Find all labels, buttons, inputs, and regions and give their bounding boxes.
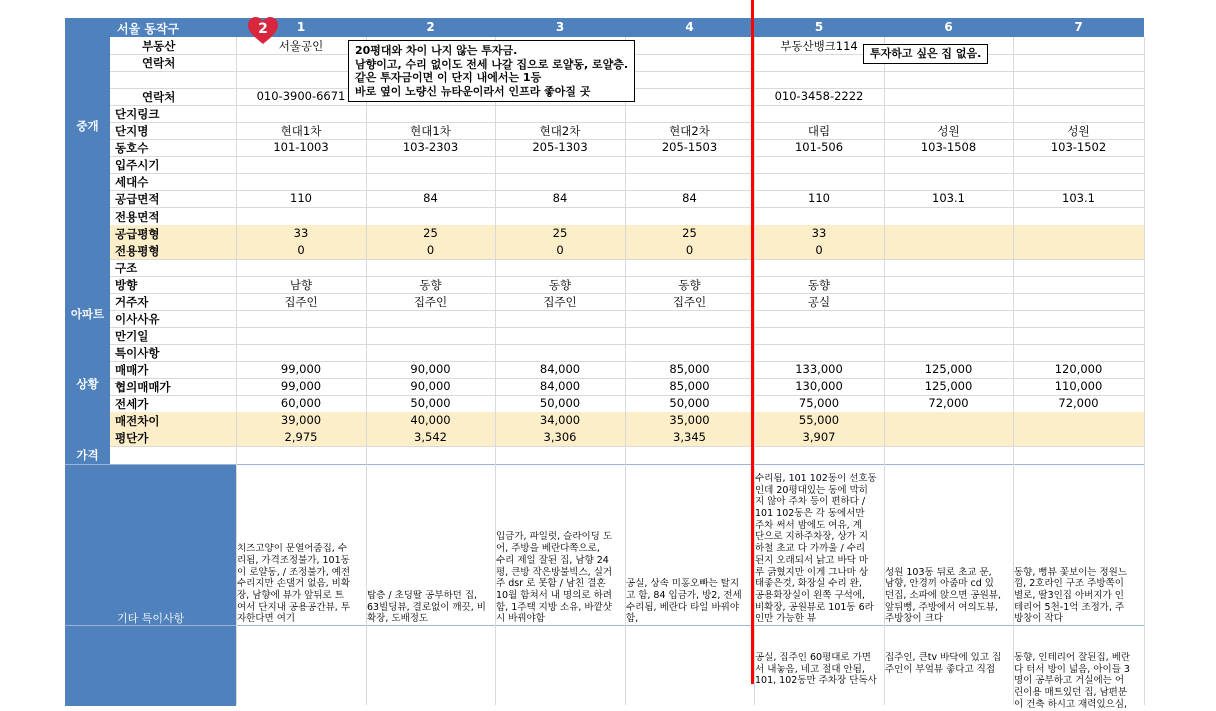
column-header-bar bbox=[65, 18, 1144, 37]
table-row[interactable] bbox=[110, 139, 1144, 157]
row-label: 연락처 bbox=[142, 56, 176, 71]
row-label: 부동산 bbox=[142, 39, 176, 53]
table-row[interactable] bbox=[110, 293, 1144, 311]
notes-row bbox=[65, 464, 1144, 626]
table-cell[interactable]: 현대1차 bbox=[280, 124, 322, 139]
row-label: 협의매매가 bbox=[115, 380, 171, 394]
table-cell[interactable]: 103.1 bbox=[932, 191, 965, 206]
row-label: 전용면적 bbox=[115, 209, 160, 224]
table-cell[interactable]: 집주인 bbox=[413, 294, 448, 309]
grid-line bbox=[754, 37, 755, 705]
table-cell[interactable]: 대림 bbox=[807, 124, 831, 139]
notes-row-2 bbox=[65, 625, 1144, 710]
column-header-5[interactable]: 5 bbox=[814, 20, 824, 34]
table-cell[interactable]: 120,000 bbox=[1054, 361, 1103, 376]
table-row[interactable] bbox=[110, 225, 1144, 243]
grid-line bbox=[1013, 37, 1014, 705]
table-cell[interactable]: 35,000 bbox=[669, 413, 710, 428]
table-cell[interactable]: 55,000 bbox=[798, 413, 840, 428]
table-cell[interactable]: 130,000 bbox=[795, 379, 843, 393]
table-row[interactable] bbox=[110, 190, 1144, 208]
table-cell[interactable]: 동향 bbox=[419, 277, 442, 292]
note-cell[interactable]: 입금가, 파일럿, 슬라이딩 도 어, 주방을 베란다쪽으로, 수리 제일 잘된 집, 남향 24 평, 큰방 작은방불빅스, 실거 주 dsr 로 못함 / 남친 결혼 10월 함쳐서 내 명의로 하려 함, 1주택 지방 소유, 바깥샷 시 바꿔야함 bbox=[496, 531, 613, 625]
notes2-label-cell bbox=[65, 626, 236, 706]
table-cell[interactable]: 85,000 bbox=[669, 361, 710, 376]
table-cell[interactable]: 0 bbox=[685, 242, 694, 257]
table-cell[interactable]: 서울공인 bbox=[278, 39, 324, 53]
table-cell[interactable]: 205-1503 bbox=[661, 140, 718, 155]
table-cell[interactable]: 집주인 bbox=[543, 294, 577, 309]
table-cell[interactable]: 103.1 bbox=[1062, 191, 1095, 206]
table-row[interactable] bbox=[110, 429, 1144, 447]
row-label: 거주자 bbox=[115, 294, 149, 309]
table-cell[interactable]: 125,000 bbox=[924, 361, 973, 376]
table-cell[interactable]: 부동산뱅크114 bbox=[780, 39, 858, 53]
table-cell[interactable]: 0 bbox=[297, 242, 305, 257]
region-title[interactable]: 서울 동작구 bbox=[117, 22, 180, 36]
table-cell[interactable]: 50,000 bbox=[669, 396, 710, 411]
table-row[interactable] bbox=[110, 173, 1144, 191]
table-cell[interactable]: 110,000 bbox=[1054, 379, 1103, 393]
table-cell[interactable]: 103-2303 bbox=[402, 140, 459, 155]
table-cell[interactable]: 84,000 bbox=[539, 379, 581, 393]
table-cell[interactable]: 집주인 bbox=[284, 294, 318, 309]
table-row[interactable] bbox=[110, 208, 1144, 226]
table-row[interactable] bbox=[110, 412, 1144, 430]
table-row[interactable] bbox=[110, 122, 1144, 140]
table-row[interactable] bbox=[110, 361, 1144, 379]
row-label: 단지링크 bbox=[115, 107, 160, 122]
table-cell[interactable]: 현대2차 bbox=[539, 124, 581, 139]
group-label-price: 가격 bbox=[76, 448, 99, 462]
table-cell[interactable]: 동향 bbox=[548, 277, 572, 292]
group-column bbox=[65, 37, 110, 464]
note-cell[interactable]: 집주인, 큰tv 바닥에 있고 집 주인이 부엌뷰 좋다고 직접 bbox=[885, 652, 1002, 675]
table-cell[interactable]: 101-1003 bbox=[273, 140, 329, 155]
table-cell[interactable]: 3,345 bbox=[673, 430, 706, 445]
table-row[interactable] bbox=[110, 259, 1144, 277]
table-cell[interactable]: 84 bbox=[423, 191, 438, 206]
table-row[interactable] bbox=[110, 310, 1144, 328]
table-cell[interactable]: 33 bbox=[293, 225, 309, 240]
table-cell[interactable]: 99,000 bbox=[280, 379, 322, 393]
table-cell[interactable]: 0 bbox=[815, 242, 823, 257]
table-cell[interactable]: 25 bbox=[552, 225, 568, 240]
table-cell[interactable]: 110 bbox=[290, 191, 312, 206]
table-row[interactable] bbox=[110, 156, 1144, 174]
table-cell[interactable]: 103-1502 bbox=[1050, 140, 1107, 155]
grid-line bbox=[1144, 37, 1145, 705]
table-cell[interactable]: 010-3458-2222 bbox=[774, 89, 864, 104]
table-row[interactable] bbox=[110, 344, 1144, 362]
column-header-1[interactable]: 1 bbox=[296, 20, 306, 34]
memo-box-investment[interactable]: 20평대와 차이 나지 않는 투자금. 남향이고, 수리 없이도 전세 나갈 집으로 로얄동, 로얄층. 같은 투자금이면 이 단지 내에서는 1등 바로 옆이 노량신 뉴타운이라서 인프라 좋아질 곳 bbox=[348, 40, 635, 102]
table-cell[interactable]: 3,907 bbox=[802, 430, 836, 445]
table-row[interactable] bbox=[110, 105, 1144, 123]
table-cell[interactable]: 0 bbox=[426, 242, 435, 257]
table-cell[interactable]: 60,000 bbox=[280, 396, 322, 411]
table-cell[interactable]: 72,000 bbox=[928, 396, 969, 411]
table-cell[interactable]: 남향 bbox=[289, 277, 313, 292]
table-cell[interactable]: 010-3900-6671 bbox=[256, 89, 346, 104]
row-label: 입주시기 bbox=[115, 158, 160, 173]
table-cell[interactable]: 101-506 bbox=[794, 140, 844, 155]
table-cell[interactable]: 75,000 bbox=[798, 396, 840, 411]
row-label: 공급면적 bbox=[115, 192, 160, 207]
table-cell[interactable]: 3,542 bbox=[414, 430, 447, 445]
grid-line bbox=[625, 37, 626, 705]
table-cell[interactable]: 50,000 bbox=[539, 396, 581, 411]
table-cell[interactable]: 99,000 bbox=[280, 361, 322, 376]
table-cell[interactable]: 125,000 bbox=[924, 379, 973, 393]
table-row[interactable] bbox=[110, 242, 1144, 260]
column-header-3[interactable]: 3 bbox=[555, 20, 565, 34]
note-cell[interactable]: 성원 103동 뒤로 초교 문, 남향, 안경끼 아줌마 cd 있 던집, 소파에 앉으면 공원뷰, 앞뒤뻥, 주방에서 여의도뷰, 주방창이 크다 bbox=[885, 566, 1002, 625]
grid-line bbox=[495, 37, 496, 705]
note-cell[interactable]: 동향, 뻥뷰 꽃보이는 정원느 낌, 2호라인 구조 주방쪽이 별로, 딸3인집 아버지가 인 테리어 5천-1억 조정가, 주 방창이 작다 bbox=[1014, 566, 1128, 625]
row-label: 구조 bbox=[115, 260, 138, 275]
row-label: 특이사항 bbox=[115, 345, 160, 360]
table-row[interactable] bbox=[110, 327, 1144, 345]
row-label: 만기일 bbox=[115, 328, 149, 343]
row-label: 단지명 bbox=[115, 124, 149, 139]
note-cell[interactable]: 공실, 집주인 60평대로 가면 서 내놓음, 네고 절대 안됨, 101, 102동만 주차장 단독사 bbox=[755, 652, 877, 687]
table-cell[interactable]: 39,000 bbox=[280, 413, 322, 428]
table-cell[interactable]: 공실 bbox=[807, 294, 831, 309]
table-cell[interactable]: 85,000 bbox=[669, 379, 710, 393]
table-cell[interactable]: 3,306 bbox=[543, 430, 577, 445]
table-cell[interactable]: 90,000 bbox=[410, 361, 451, 376]
table-cell[interactable]: 현대1차 bbox=[410, 124, 451, 139]
table-cell[interactable]: 110 bbox=[808, 191, 830, 206]
row-label: 세대수 bbox=[115, 175, 149, 190]
table-cell[interactable]: 72,000 bbox=[1058, 396, 1099, 411]
row-label: 평단가 bbox=[115, 431, 149, 446]
table-cell[interactable]: 집주인 bbox=[672, 294, 707, 309]
grid-line bbox=[236, 37, 237, 705]
memo-box-none[interactable]: 투자하고 싶은 집 없음. bbox=[863, 44, 988, 64]
row-label: 동호수 bbox=[115, 141, 149, 156]
group-label-status: 상황 bbox=[76, 377, 99, 391]
badge-number: 2 bbox=[258, 21, 268, 37]
column-header-6[interactable]: 6 bbox=[944, 20, 953, 34]
row-label: 전세가 bbox=[115, 397, 149, 412]
table-cell[interactable]: 133,000 bbox=[795, 361, 843, 376]
column-header-7[interactable]: 7 bbox=[1074, 20, 1083, 34]
table-cell[interactable]: 40,000 bbox=[410, 413, 451, 428]
note-cell[interactable]: 수리됨, 101 102동이 선호동 인데 20평대있는 동에 막히 지 않아 주차 등이 편하다 / 101 102동은 각 동에서만 주차 써서 밤에도 여유, 계 단으로 지하주차장, 상가 지 하철 초교 다 가까울 / 수리 된지 오래되서 낡고 바닥 마 루 긁혔지만 이게 그나마 상 태좋은것, 화장실 수리 완, 공용화장실이 왼쪽 구석에, 비확장, 공원뷰로 101동 6라 인만 가능한 뷰 bbox=[755, 472, 877, 625]
row-label: 공급평형 bbox=[115, 226, 160, 241]
note-cell[interactable]: 치즈고양이 문열어줌집, 수 리됨, 가격조정불가, 101동 이 로얄동, / 조정불가, 예전 수리지만 손댈거 없음, 비확 장, 남향에 뷰가 앞뒤로 트 여서 단지내 공용공간뷰, 투 자한다면 여기 bbox=[237, 543, 351, 625]
heart-badge bbox=[247, 17, 279, 45]
row-label: 이사사유 bbox=[115, 311, 160, 326]
table-cell[interactable]: 33 bbox=[811, 225, 827, 240]
group-label-apartment: 아파트 bbox=[70, 307, 105, 321]
row-label: 매매가 bbox=[115, 362, 149, 377]
table-cell[interactable]: 205-1303 bbox=[532, 140, 588, 155]
table-cell[interactable]: 동향 bbox=[678, 277, 701, 292]
row-label: 연락처 bbox=[142, 90, 176, 105]
table-cell[interactable]: 성원 bbox=[937, 124, 960, 139]
red-divider-line bbox=[751, 0, 754, 684]
table-cell[interactable]: 84 bbox=[552, 191, 568, 206]
table-cell[interactable]: 현대2차 bbox=[669, 124, 710, 139]
note-cell[interactable]: 탑층 / 초딩딸 공부하던 집, 63빌딩뷰, 결로없이 깨끗, 비 확장, 도배정도 bbox=[367, 589, 486, 625]
table-cell[interactable]: 84 bbox=[682, 191, 697, 206]
row-label: 매전차이 bbox=[115, 414, 160, 429]
table-row[interactable] bbox=[110, 378, 1144, 396]
group-label-brokerage: 중개 bbox=[76, 119, 99, 133]
table-cell[interactable]: 50,000 bbox=[410, 396, 451, 411]
row-label: 방향 bbox=[115, 277, 138, 292]
table-cell[interactable]: 동향 bbox=[807, 277, 831, 292]
note-cell[interactable]: 동향, 인테리어 잘된집, 베란 다 터서 방이 넓음, 아이들 3 명이 공부하고 거실에는 어 린이용 매트있던 집, 남편분 이 건축 하시고 재력있으심, bbox=[1014, 652, 1131, 710]
table-cell[interactable]: 25 bbox=[423, 225, 438, 240]
table-row[interactable] bbox=[110, 395, 1144, 413]
table-cell[interactable]: 103-1508 bbox=[920, 140, 977, 155]
row-label: 전용평형 bbox=[115, 243, 160, 258]
table-cell[interactable]: 2,975 bbox=[284, 430, 318, 445]
table-cell[interactable]: 84,000 bbox=[539, 361, 581, 376]
notes-label: 기타 특이사항 bbox=[117, 612, 185, 625]
table-cell[interactable]: 34,000 bbox=[539, 413, 581, 428]
table-row[interactable] bbox=[110, 276, 1144, 294]
table-cell[interactable]: 0 bbox=[556, 242, 564, 257]
table-cell[interactable]: 성원 bbox=[1067, 124, 1090, 139]
note-cell[interactable]: 공실, 상속 미홍오빠는 탈지 고 함, 84 입금가, 방2, 전세 수리됨, 베란다 타일 바꿔야 함, bbox=[626, 578, 742, 625]
notes-label-cell bbox=[65, 465, 236, 626]
column-header-2[interactable]: 2 bbox=[426, 20, 435, 34]
grid-line bbox=[366, 37, 367, 705]
table-cell[interactable]: 90,000 bbox=[410, 379, 451, 393]
column-header-4[interactable]: 4 bbox=[685, 20, 694, 34]
grid-line bbox=[884, 37, 885, 705]
table-cell[interactable]: 25 bbox=[682, 225, 697, 240]
